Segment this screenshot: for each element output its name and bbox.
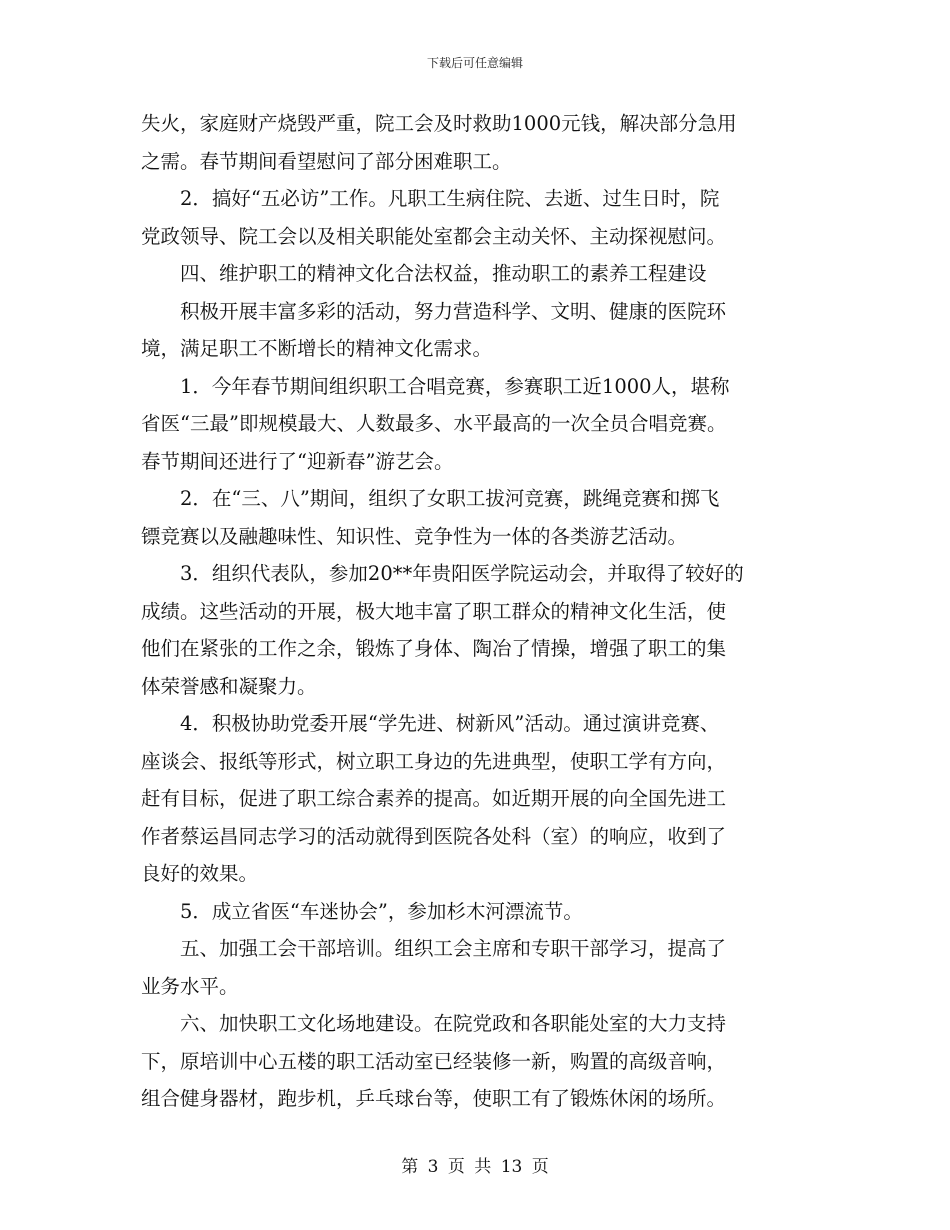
text-line: 成绩。这些活动的开展，极大地丰富了职工群众的精神文化生活，使: [141, 599, 727, 623]
text-line: 积极开展丰富多彩的活动，努力营造科学、文明、健康的医院环: [141, 299, 727, 323]
text-line: 5．成立省医“车迷协会”，参加杉木河漂流节。: [141, 899, 583, 923]
text-line: 省医“三最”即规模最大、人数最多、水平最高的一次全员合唱竞赛。: [141, 412, 727, 435]
text-line: 2．搞好“五必访”工作。凡职工生病住院、去逝、过生日时，院: [141, 187, 720, 210]
text-line: 他们在紧张的工作之余，锻炼了身体、陶冶了情操，增强了职工的集: [141, 637, 727, 660]
text-line: 赶有目标，促进了职工综合素养的提高。如近期开展的向全国先进工: [141, 787, 727, 810]
section-heading: 六、加快职工文化场地建设。在院党政和各职能处室的大力支持: [141, 1012, 727, 1035]
text-line: 4．积极协助党委开展“学先进、树新风”活动。通过演讲竞赛、: [141, 712, 720, 735]
text-line: 体荣誉感和凝聚力。: [141, 674, 317, 698]
text-line: 作者蔡运昌同志学习的活动就得到医院各处科（室）的响应，收到了: [141, 824, 727, 848]
text-line: 失火，家庭财产烧毁严重，院工会及时救助1000元钱，解决部分急用: [141, 112, 737, 135]
page-header: 下载后可任意编辑: [426, 56, 523, 70]
text-line: 座谈会、报纸等形式，树立职工身边的先进典型，使职工学有方向，: [141, 749, 727, 773]
page-number-footer: 第 3 页 共 13 页: [401, 1157, 549, 1177]
section-heading: 五、加强工会干部培训。组织工会主席和专职干部学习，提高了: [141, 937, 727, 960]
text-line: 2．在“三、八”期间，组织了女职工拔河竞赛，跳绳竞赛和掷飞: [141, 487, 720, 510]
text-line: 良好的效果。: [141, 862, 259, 885]
text-line: 春节期间还进行了“迎新春”游艺会。: [141, 449, 454, 473]
text-line: 1．今年春节期间组织职工合唱竞赛，参赛职工近1000人，堪称: [141, 374, 730, 398]
text-line: 组合健身器材，跑步机，乒乓球台等，使职工有了锻炼休闲的场所。: [141, 1087, 727, 1110]
text-line: 镖竞赛以及融趣味性、知识性、竞争性为一体的各类游艺活动。: [141, 524, 688, 548]
section-heading: 四、维护职工的精神文化合法权益，推动职工的素养工程建设: [141, 262, 707, 285]
text-line: 下，原培训中心五楼的职工活动室已经装修一新，购置的高级音响，: [141, 1049, 727, 1073]
text-line: 境，满足职工不断增长的精神文化需求。: [141, 337, 493, 360]
text-line: 党政领导、院工会以及相关职能处室都会主动关怀、主动探视慰问。: [141, 224, 727, 248]
text-line: 之需。春节期间看望慰问了部分困难职工。: [141, 149, 512, 173]
text-line: 3．组织代表队，参加20**年贵阳医学院运动会，并取得了较好的: [141, 562, 744, 585]
text-line: 业务水平。: [141, 974, 239, 998]
document-body: [141, 105, 813, 1118]
